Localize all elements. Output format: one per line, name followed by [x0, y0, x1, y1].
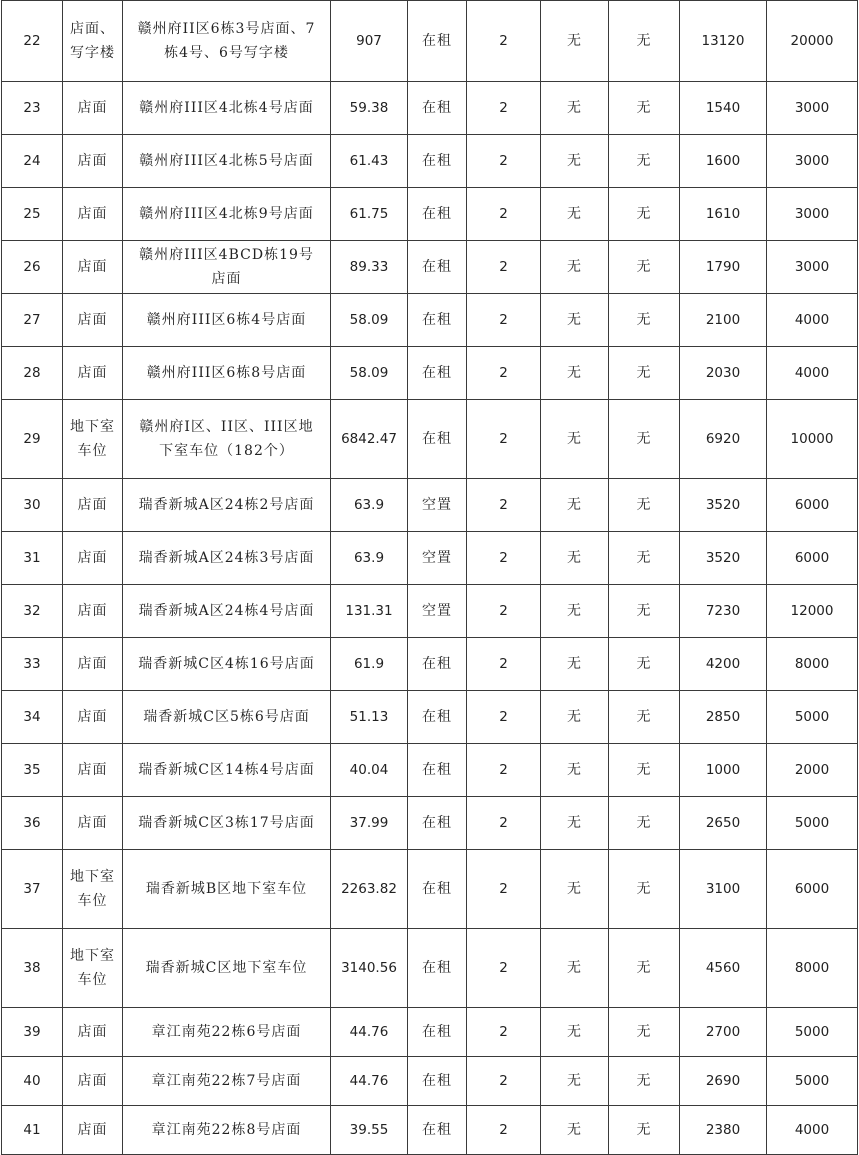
- property-location: 章江南苑22栋8号店面: [123, 1106, 331, 1155]
- col-value-1: 2: [467, 400, 541, 479]
- col-value-2: 无: [541, 1, 609, 82]
- col-amount-1: 7230: [680, 585, 767, 638]
- col-amount-2: 6000: [767, 532, 858, 585]
- property-type: 地下室车位: [63, 400, 123, 479]
- property-area: 3140.56: [331, 929, 408, 1008]
- table-row: [2, 744, 858, 797]
- property-type: 店面: [63, 744, 123, 797]
- col-value-3: 无: [609, 1, 680, 82]
- col-value-2: 无: [541, 347, 609, 400]
- rental-status: 在租: [408, 82, 467, 135]
- row-number: 30: [2, 479, 63, 532]
- col-value-1: 2: [467, 1057, 541, 1106]
- property-table: [1, 0, 858, 1155]
- property-area: 44.76: [331, 1057, 408, 1106]
- rental-status: 在租: [408, 744, 467, 797]
- property-type: 店面: [63, 241, 123, 294]
- col-value-2: 无: [541, 400, 609, 479]
- col-value-2: 无: [541, 929, 609, 1008]
- col-amount-2: 3000: [767, 241, 858, 294]
- rental-status: 在租: [408, 188, 467, 241]
- rental-status: 在租: [408, 638, 467, 691]
- col-value-2: 无: [541, 744, 609, 797]
- col-value-2: 无: [541, 585, 609, 638]
- property-area: 907: [331, 1, 408, 82]
- property-type: 店面: [63, 294, 123, 347]
- table-row: [2, 241, 858, 294]
- rental-status: 在租: [408, 1, 467, 82]
- col-amount-1: 13120: [680, 1, 767, 82]
- row-number: 27: [2, 294, 63, 347]
- col-amount-1: 3520: [680, 532, 767, 585]
- property-type: 店面: [63, 1008, 123, 1057]
- table-row: [2, 532, 858, 585]
- col-amount-1: 2380: [680, 1106, 767, 1155]
- table-row: [2, 347, 858, 400]
- col-value-1: 2: [467, 532, 541, 585]
- col-value-2: 无: [541, 850, 609, 929]
- col-amount-2: 5000: [767, 1008, 858, 1057]
- col-amount-1: 1790: [680, 241, 767, 294]
- property-area: 61.43: [331, 135, 408, 188]
- col-amount-2: 5000: [767, 1057, 858, 1106]
- col-amount-1: 1000: [680, 744, 767, 797]
- table-row: [2, 135, 858, 188]
- col-amount-1: 3520: [680, 479, 767, 532]
- row-number: 26: [2, 241, 63, 294]
- table-row: [2, 1106, 858, 1155]
- table-row: [2, 82, 858, 135]
- rental-status: 在租: [408, 929, 467, 1008]
- property-type: 店面: [63, 691, 123, 744]
- row-number: 34: [2, 691, 63, 744]
- col-value-1: 2: [467, 850, 541, 929]
- property-area: 89.33: [331, 241, 408, 294]
- row-number: 41: [2, 1106, 63, 1155]
- col-amount-2: 4000: [767, 1106, 858, 1155]
- property-location: 瑞香新城C区5栋6号店面: [123, 691, 331, 744]
- property-type: 店面: [63, 188, 123, 241]
- row-number: 23: [2, 82, 63, 135]
- row-number: 24: [2, 135, 63, 188]
- property-area: 59.38: [331, 82, 408, 135]
- col-value-1: 2: [467, 82, 541, 135]
- col-value-3: 无: [609, 532, 680, 585]
- col-value-2: 无: [541, 1106, 609, 1155]
- property-location: 赣州府III区6栋8号店面: [123, 347, 331, 400]
- property-area: 44.76: [331, 1008, 408, 1057]
- property-type: 店面: [63, 479, 123, 532]
- col-value-3: 无: [609, 638, 680, 691]
- col-amount-2: 12000: [767, 585, 858, 638]
- col-value-1: 2: [467, 691, 541, 744]
- col-amount-1: 4560: [680, 929, 767, 1008]
- property-area: 63.9: [331, 532, 408, 585]
- table-row: [2, 1008, 858, 1057]
- rental-status: 在租: [408, 797, 467, 850]
- property-location: 赣州府II区6栋3号店面、7栋4号、6号写字楼: [123, 1, 331, 82]
- row-number: 25: [2, 188, 63, 241]
- col-amount-2: 6000: [767, 850, 858, 929]
- col-value-1: 2: [467, 929, 541, 1008]
- col-value-2: 无: [541, 797, 609, 850]
- col-value-3: 无: [609, 1106, 680, 1155]
- col-amount-1: 3100: [680, 850, 767, 929]
- property-location: 瑞香新城C区地下室车位: [123, 929, 331, 1008]
- col-value-1: 2: [467, 797, 541, 850]
- rental-status: 在租: [408, 347, 467, 400]
- col-value-1: 2: [467, 188, 541, 241]
- col-amount-2: 10000: [767, 400, 858, 479]
- property-location: 赣州府III区4BCD栋19号店面: [123, 241, 331, 294]
- property-type: 店面: [63, 532, 123, 585]
- property-area: 58.09: [331, 347, 408, 400]
- col-amount-2: 6000: [767, 479, 858, 532]
- col-value-1: 2: [467, 1106, 541, 1155]
- property-area: 51.13: [331, 691, 408, 744]
- col-value-1: 2: [467, 585, 541, 638]
- col-amount-1: 2030: [680, 347, 767, 400]
- rental-status: 在租: [408, 1106, 467, 1155]
- col-amount-2: 20000: [767, 1, 858, 82]
- col-value-3: 无: [609, 135, 680, 188]
- col-value-2: 无: [541, 1008, 609, 1057]
- property-area: 2263.82: [331, 850, 408, 929]
- col-amount-1: 2100: [680, 294, 767, 347]
- col-value-2: 无: [541, 691, 609, 744]
- property-location: 赣州府III区4北栋9号店面: [123, 188, 331, 241]
- col-value-3: 无: [609, 479, 680, 532]
- col-amount-1: 1600: [680, 135, 767, 188]
- property-location: 瑞香新城C区14栋4号店面: [123, 744, 331, 797]
- property-location: 章江南苑22栋6号店面: [123, 1008, 331, 1057]
- table-row: [2, 585, 858, 638]
- col-amount-2: 3000: [767, 135, 858, 188]
- col-value-3: 无: [609, 585, 680, 638]
- row-number: 22: [2, 1, 63, 82]
- col-amount-2: 4000: [767, 294, 858, 347]
- col-value-1: 2: [467, 241, 541, 294]
- col-amount-1: 2650: [680, 797, 767, 850]
- col-value-3: 无: [609, 1008, 680, 1057]
- property-location: 瑞香新城A区24栋3号店面: [123, 532, 331, 585]
- col-value-3: 无: [609, 797, 680, 850]
- property-location: 赣州府III区4北栋4号店面: [123, 82, 331, 135]
- col-value-1: 2: [467, 1, 541, 82]
- rental-status: 在租: [408, 241, 467, 294]
- property-area: 37.99: [331, 797, 408, 850]
- property-area: 61.75: [331, 188, 408, 241]
- col-value-2: 无: [541, 638, 609, 691]
- col-amount-2: 3000: [767, 82, 858, 135]
- row-number: 36: [2, 797, 63, 850]
- col-value-3: 无: [609, 241, 680, 294]
- rental-status: 空置: [408, 532, 467, 585]
- row-number: 32: [2, 585, 63, 638]
- col-value-2: 无: [541, 82, 609, 135]
- property-area: 61.9: [331, 638, 408, 691]
- table-row: [2, 294, 858, 347]
- col-amount-1: 2700: [680, 1008, 767, 1057]
- col-value-3: 无: [609, 294, 680, 347]
- col-value-1: 2: [467, 1008, 541, 1057]
- property-area: 40.04: [331, 744, 408, 797]
- row-number: 28: [2, 347, 63, 400]
- row-number: 33: [2, 638, 63, 691]
- col-value-2: 无: [541, 532, 609, 585]
- col-value-1: 2: [467, 294, 541, 347]
- row-number: 31: [2, 532, 63, 585]
- property-location: 赣州府III区4北栋5号店面: [123, 135, 331, 188]
- property-type: 店面: [63, 638, 123, 691]
- col-amount-2: 2000: [767, 744, 858, 797]
- property-area: 131.31: [331, 585, 408, 638]
- col-value-2: 无: [541, 188, 609, 241]
- col-value-2: 无: [541, 1057, 609, 1106]
- table-row: [2, 638, 858, 691]
- property-area: 58.09: [331, 294, 408, 347]
- table-row: [2, 400, 858, 479]
- col-value-1: 2: [467, 744, 541, 797]
- col-amount-1: 2850: [680, 691, 767, 744]
- col-value-3: 无: [609, 188, 680, 241]
- col-amount-2: 8000: [767, 638, 858, 691]
- col-value-2: 无: [541, 135, 609, 188]
- rental-status: 在租: [408, 691, 467, 744]
- col-amount-1: 1610: [680, 188, 767, 241]
- property-type: 地下室车位: [63, 929, 123, 1008]
- rental-status: 在租: [408, 850, 467, 929]
- property-location: 章江南苑22栋7号店面: [123, 1057, 331, 1106]
- rental-status: 空置: [408, 585, 467, 638]
- property-area: 63.9: [331, 479, 408, 532]
- property-type: 店面、写字楼: [63, 1, 123, 82]
- col-value-3: 无: [609, 1057, 680, 1106]
- col-value-2: 无: [541, 294, 609, 347]
- property-type: 店面: [63, 1106, 123, 1155]
- property-location: 瑞香新城C区4栋16号店面: [123, 638, 331, 691]
- property-location: 瑞香新城A区24栋2号店面: [123, 479, 331, 532]
- property-location: 赣州府I区、II区、III区地下室车位（182个）: [123, 400, 331, 479]
- row-number: 38: [2, 929, 63, 1008]
- rental-status: 在租: [408, 294, 467, 347]
- rental-status: 空置: [408, 479, 467, 532]
- table-row: [2, 479, 858, 532]
- property-location: 赣州府III区6栋4号店面: [123, 294, 331, 347]
- col-value-3: 无: [609, 400, 680, 479]
- col-value-1: 2: [467, 638, 541, 691]
- col-amount-2: 8000: [767, 929, 858, 1008]
- col-amount-1: 1540: [680, 82, 767, 135]
- row-number: 35: [2, 744, 63, 797]
- col-value-3: 无: [609, 929, 680, 1008]
- property-type: 店面: [63, 347, 123, 400]
- table-row: [2, 850, 858, 929]
- rental-status: 在租: [408, 400, 467, 479]
- col-amount-2: 3000: [767, 188, 858, 241]
- property-area: 39.55: [331, 1106, 408, 1155]
- row-number: 39: [2, 1008, 63, 1057]
- property-type: 店面: [63, 82, 123, 135]
- col-value-3: 无: [609, 347, 680, 400]
- property-location: 瑞香新城B区地下室车位: [123, 850, 331, 929]
- property-type: 店面: [63, 585, 123, 638]
- table-row: [2, 797, 858, 850]
- col-amount-1: 2690: [680, 1057, 767, 1106]
- property-type: 店面: [63, 135, 123, 188]
- property-location: 瑞香新城A区24栋4号店面: [123, 585, 331, 638]
- col-value-2: 无: [541, 241, 609, 294]
- col-value-3: 无: [609, 850, 680, 929]
- row-number: 37: [2, 850, 63, 929]
- property-type: 店面: [63, 797, 123, 850]
- table-row: [2, 188, 858, 241]
- table-row: [2, 691, 858, 744]
- col-amount-2: 5000: [767, 691, 858, 744]
- property-area: 6842.47: [331, 400, 408, 479]
- property-type: 店面: [63, 1057, 123, 1106]
- col-value-2: 无: [541, 479, 609, 532]
- col-value-3: 无: [609, 744, 680, 797]
- row-number: 29: [2, 400, 63, 479]
- col-amount-1: 4200: [680, 638, 767, 691]
- rental-status: 在租: [408, 1057, 467, 1106]
- property-type: 地下室车位: [63, 850, 123, 929]
- table-row: [2, 1, 858, 82]
- row-number: 40: [2, 1057, 63, 1106]
- table-row: [2, 1057, 858, 1106]
- col-value-1: 2: [467, 135, 541, 188]
- rental-status: 在租: [408, 1008, 467, 1057]
- table-row: [2, 929, 858, 1008]
- col-amount-2: 4000: [767, 347, 858, 400]
- col-value-1: 2: [467, 347, 541, 400]
- rental-status: 在租: [408, 135, 467, 188]
- col-value-3: 无: [609, 82, 680, 135]
- col-amount-2: 5000: [767, 797, 858, 850]
- col-value-1: 2: [467, 479, 541, 532]
- col-value-3: 无: [609, 691, 680, 744]
- col-amount-1: 6920: [680, 400, 767, 479]
- property-location: 瑞香新城C区3栋17号店面: [123, 797, 331, 850]
